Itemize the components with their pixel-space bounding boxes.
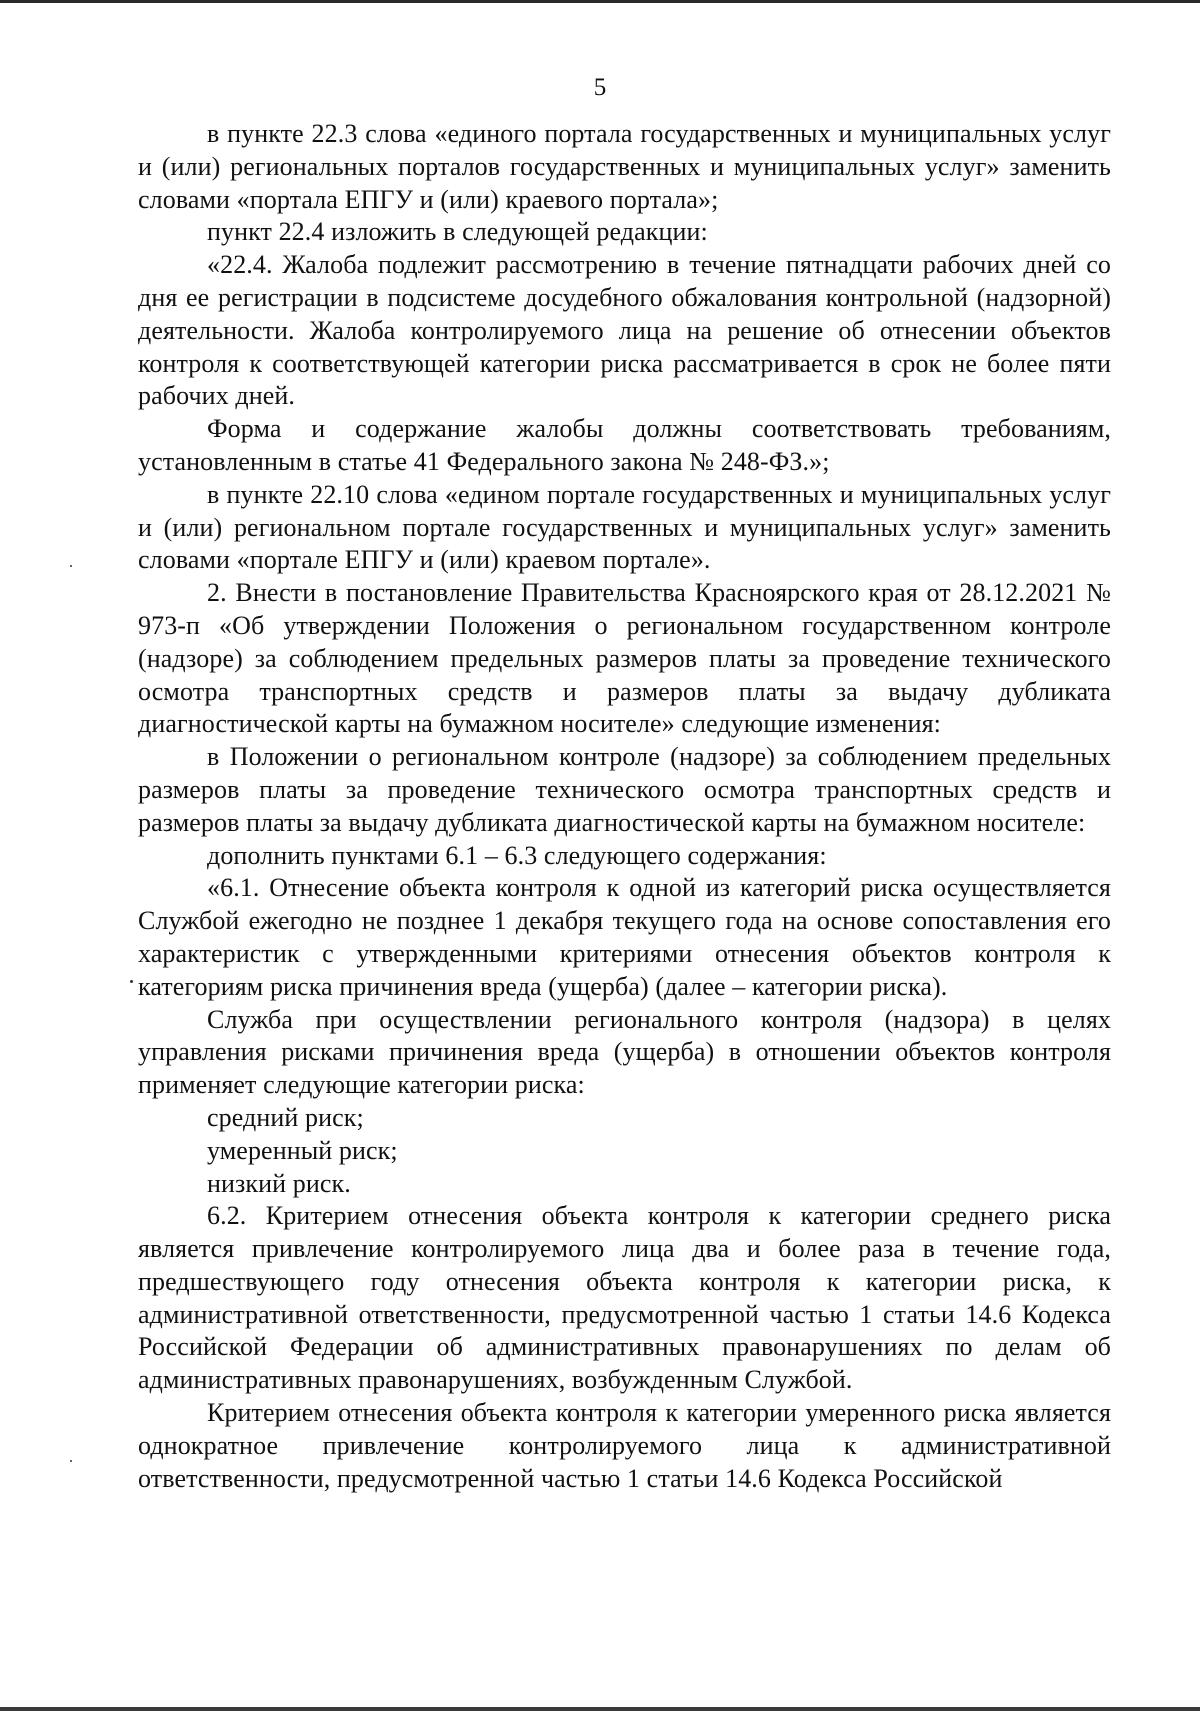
paragraph-22-4-intro: пункт 22.4 изложить в следующей редакции: [207,217,708,247]
paragraph-complaint-form: Форма и содержание жалобы должны соответствовать требованиям, установленным в статье 41 Федерального закона № 248-ФЗ.»; [138,414,1111,476]
scan-speck [70,1460,72,1462]
paragraph-22-10: в пункте 22.10 слова «едином портале государственных и муниципальных услуг и (или) региональном портале государственных и муниципальных услуг» заменить словами «портале ЕПГУ и (или) краевом портале». [138,479,1111,575]
list-item-moderate-risk: умеренный риск; [207,1135,398,1165]
scan-edge-bottom [0,1707,1200,1711]
scan-speck [70,565,72,567]
paragraph-22-3: в пункте 22.3 слова «единого портала государственных и муниципальных услуг и (или) региональных порталов государственных и муниципальных услуг» заменить словами «портала ЕПГУ и (или) краевого портала»; [138,119,1111,214]
paragraph-moderate-criterion: Критерием отнесения объекта контроля к категории умеренного риска является однократное привлечение контролируемого лица к административной ответственности, предусмотренной частью 1 статьи 14.6 Кодекса Российской [138,1398,1111,1493]
scan-edge-top [0,0,1200,3]
scan-speck [130,980,133,983]
list-item-medium-risk: средний риск; [207,1102,364,1132]
paragraph-add-points: дополнить пунктами 6.1 – 6.3 следующего содержания: [207,840,827,870]
list-item-low-risk: низкий риск. [207,1168,351,1198]
paragraph-risk-categories: Служба при осуществлении регионального контроля (надзора) в целях управления рисками причинения вреда (ущерба) в отношении объектов контроля применяет следующие категории риска: [138,1004,1111,1100]
document-body [138,118,1111,1495]
paragraph-item-2: 2. Внести в постановление Правительства Красноярского края от 28.12.2021 № 973-п «Об утверждении Положения о региональном государственном контроле (надзоре) за соблюдением предельных размеров платы за проведение технического осмотра транспортных средств и размеров платы за выдачу дубликата диагностической карты на бумажном носителе» следующие изменения: [138,578,1111,739]
paragraph-regulation: в Положении о региональном контроле (надзоре) за соблюдением предельных размеров платы за проведение технического осмотра транспортных средств и размеров платы за выдачу дубликата диагностической карты на бумажном носителе: [138,742,1111,837]
paragraph-6-2: 6.2. Критерием отнесения объекта контроля к категории среднего риска является привлечение контролируемого лица два и более раза в течение года, предшествующего году отнесения объекта контроля к категории риска, к административной ответственности, предусмотренной частью 1 статьи 14.6 Кодекса Российской Федерации об административных правонарушениях по делам об административных правонарушениях, возбужденным Службой. [138,1201,1111,1395]
page-number: 5 [593,74,607,101]
paragraph-22-4-text: «22.4. Жалоба подлежит рассмотрению в течение пятнадцати рабочих дней со дня ее регистрации в подсистеме досудебного обжалования контрольной (надзорной) деятельности. Жалоба контролируемого лица на решение об отнесении объектов контроля к соответствующей категории риска рассматривается в срок не более пяти рабочих дней. [138,250,1111,411]
paragraph-6-1: «6.1. Отнесение объекта контроля к одной из категорий риска осуществляется Службой ежегодно не позднее 1 декабря текущего года на основе сопоставления его характеристик с утвержденными критериями отнесения объектов контроля к категориям риска причинения вреда (ущерба) (далее – категории риска). [138,873,1111,1001]
